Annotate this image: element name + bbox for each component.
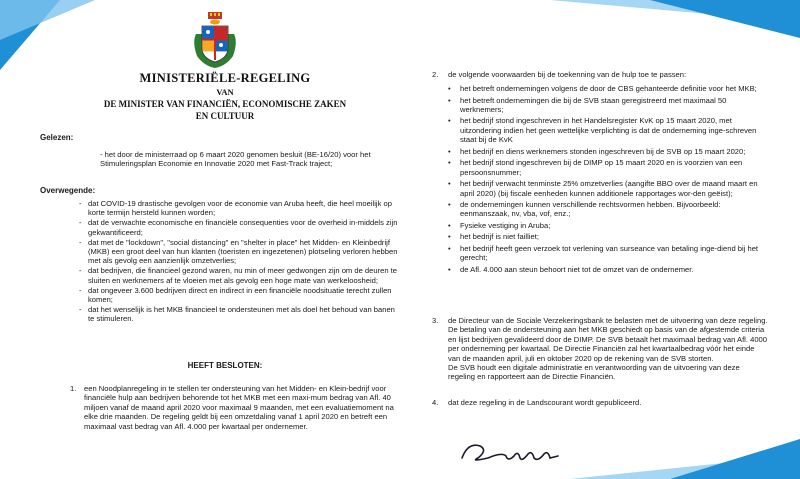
coat-of-arms-icon [190,12,240,70]
item-number: 1. [70,384,77,393]
gelezen-label: Gelezen: [40,133,74,142]
list-item: - dat COVID-19 drastische gevolgen voor de economie van Aruba heeft, die heel moeilijk op korte termijn hersteld kunnen worden; [76,199,401,218]
item-number: 4. [432,398,439,407]
voorwaarden-list [448,84,768,276]
besluit-item-1 [70,384,402,431]
list-item: - dat ongeveer 3.600 bedrijven direct en indirect in een financiële noodsituatie terecht zullen komen; [76,286,401,305]
list-item: • het bedrijf stond ingeschreven in het Handelsregister KvK op 15 maart 2020, met uitzondering indien het geen wettelijke verplichting is dat de onderneming inge-schreven staat bij de KvK [448,116,768,144]
besluit-item-3 [432,316,768,382]
list-item: - dat het wenselijk is het MKB financieel te ondersteunen met als doel het behoud van banen te stimuleren. [76,305,401,324]
overwegende-label: Overwegende: [40,186,96,195]
item-number: 2. [432,70,439,79]
heeft-besloten-heading: HEEFT BESLOTEN: [187,361,263,370]
item-text: een Noodplanregeling in te stellen ter ondersteuning van het Midden- en Klein-bedrijf voor financiële hulp aan bedrijven behorende tot het MKB met een maxi-mum bedrag van Afl. 40 miljoen vanaf de maand april 2020 voor maximaal 9 maanden, met een evaluatiemoment na elke drie maanden. De regeling geldt bij een omzetdaling vanaf 1 april 2020 en betreft een maximaal vast bedrag van Afl. 4.000 per kwartaal per ondernemer. [84,384,394,431]
document-title: MINISTERIËLE-REGELING [139,71,311,85]
signature-icon [458,428,568,468]
left-page [40,0,410,479]
list-item: • het bedrijf is niet failliet; [448,232,768,241]
document-subtitle-van: VAN [216,87,234,97]
besluit-item-2 [432,70,768,79]
list-item: • het bedrijf verwacht tenminste 25% omzetverlies (aangifte BBO over de maand maart en april 2020) (bij fiscale eenheden kunnen additionele rapportages wor-den geëist); [448,179,768,198]
list-item: - dat met de "lockdown", "social distancing" en "shelter in place" het Midden- en Kleinbedrijf (MKB) een groot deel van hun klanten (toeristen en ingezetenen) plotseling verloren hebben met als gevolg een aanzienlijk omzetverlies; [76,238,401,266]
list-item: • de Afl. 4.000 aan steun behoort niet tot de omzet van de ondernemer. [448,265,768,274]
item-number: 3. [432,316,439,325]
list-item: • het bedrijf heeft geen verzoek tot verlening van surseance van betaling inge-diend bij het gerecht; [448,244,768,263]
list-item: - dat de verwachte economische en financiële consequenties voor de overheid in-middels zijn gekwantificeerd; [76,218,401,237]
list-item: • het betreft ondernemingen die bij de SVB staan geregistreerd met maximaal 50 werknemers; [448,96,768,115]
document-minister: DE MINISTER VAN FINANCIËN, ECONOMISCHE ZAKEN EN CULTUUR [103,99,347,121]
list-item: • het betreft ondernemingen volgens de door de CBS gehanteerde definitie voor het MKB; [448,84,768,93]
list-item: • het bedrijf stond ingeschreven bij de DIMP op 15 maart 2020 en is voorzien van een persoonsnummer; [448,158,768,177]
gelezen-item: - het door de ministerraad op 6 maart 2020 genomen besluit (BE-16/20) voor het Stimuleringsplan Economie en Innovatie 2020 met Fast-Track traject; [100,150,371,169]
item-text: dat deze regeling in de Landscourant wordt gepubliceerd. [448,398,642,407]
list-item: - dat bedrijven, die financieel gezond waren, nu min of meer gedwongen zijn om de deuren te sluiten en werknemers af te vloeien met als gevolg een hoge mate van werkeloosheid; [76,266,401,285]
list-item: • Fysieke vestiging in Aruba; [448,221,768,230]
besluit-item-4 [432,398,768,407]
right-page [428,0,768,479]
list-item: • de ondernemingen kunnen verschillende rechtsvormen hebben. Bijvoorbeeld: eenmanszaak, nv, vba, vof, enz.; [448,200,768,219]
list-item: • het bedrijf en diens werknemers stonden ingeschreven bij de SVB op 15 maart 2020; [448,147,768,156]
item-text: de Directeur van de Sociale Verzekeringsbank te belasten met de uitvoering van deze regeling. De betaling van de ondersteuning aan het MKB geschiedt op basis van de afgestemde criteria en lijst bedrijven gevalideerd door de DIMP. De SVB betaalt het maximaal bedrag van Afl. 4000 per onderneming per kwartaal. De Directie Financiën zal het kwartaalbedrag vóór het einde van de maanden april, juli en oktober 2020 op de rekening van de SVB storten. [448,316,768,363]
item-text-continued: De SVB houdt een digitale administratie en verantwoording van de uitvoering van deze regeling en rapporteert aan de Directie Financiën. [448,363,740,382]
overwegende-list [76,199,401,324]
item-text: de volgende voorwaarden bij de toekenning van de hulp toe te passen: [448,70,687,79]
